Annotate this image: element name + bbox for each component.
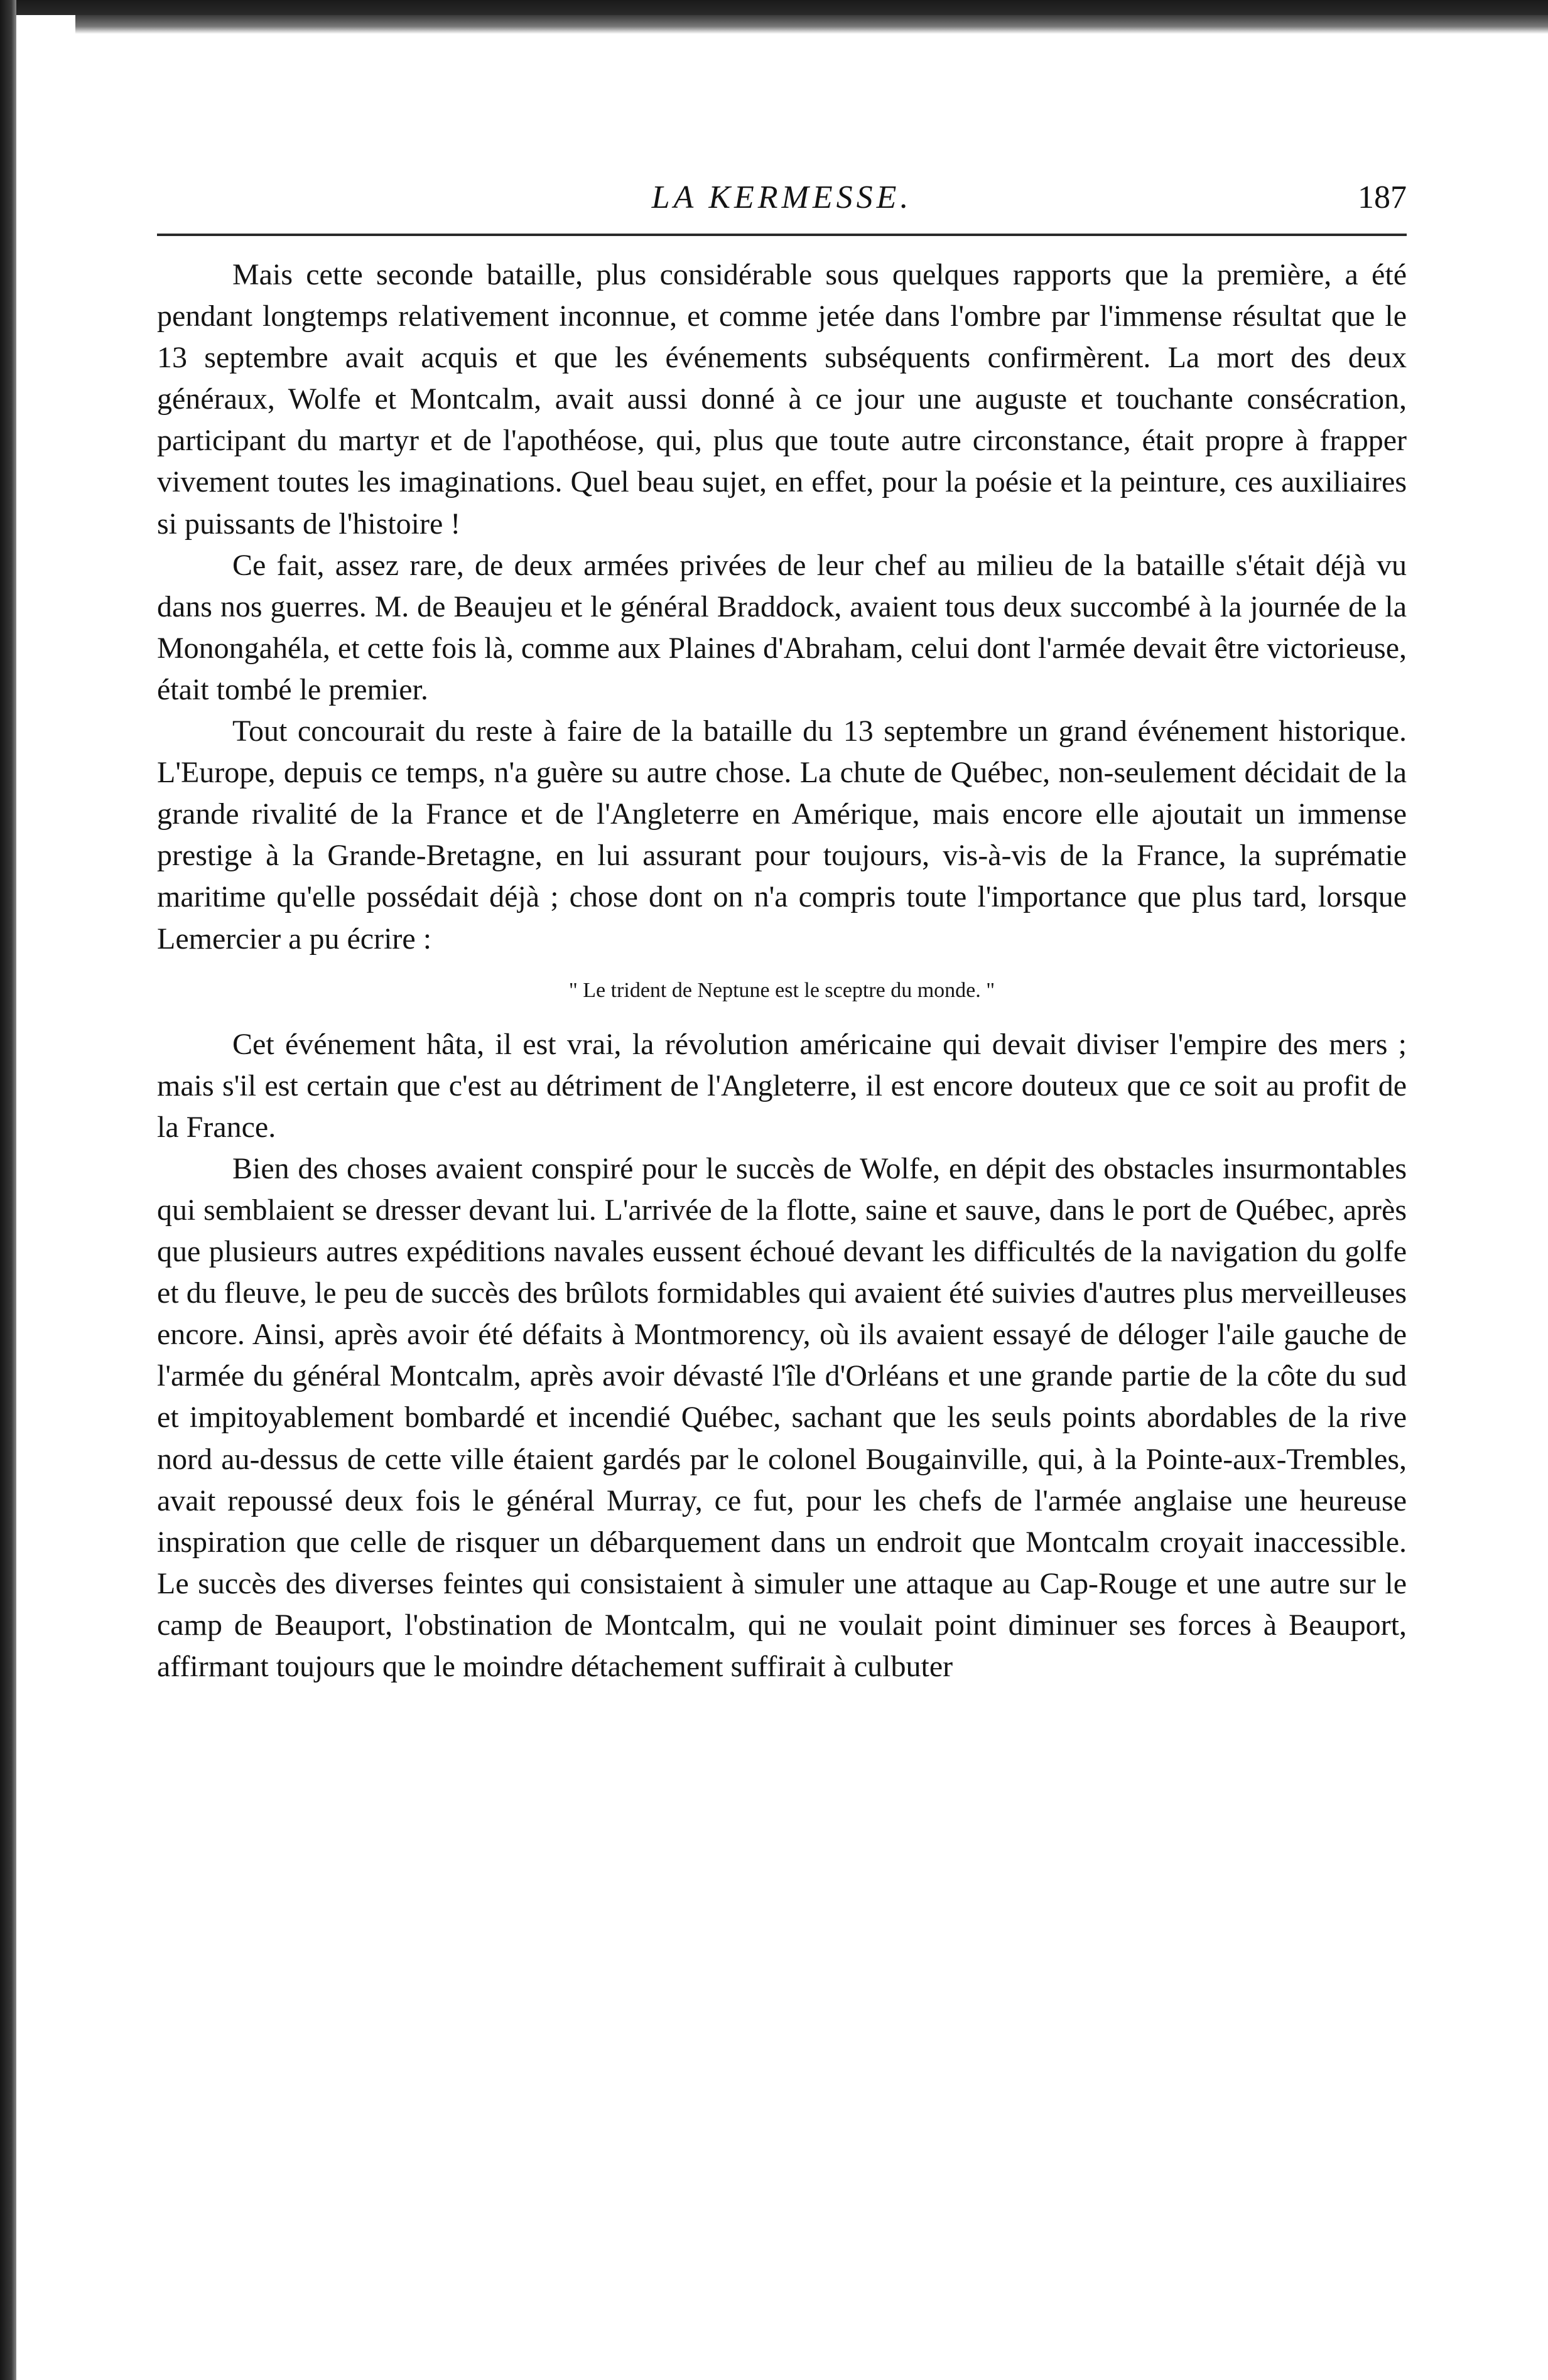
page-number: 187 xyxy=(1358,180,1407,215)
scan-border-top-shadow xyxy=(75,15,1548,34)
scan-border-left xyxy=(0,0,16,2380)
page-body xyxy=(157,254,1407,1688)
page-header xyxy=(157,179,1407,223)
header-rule xyxy=(157,234,1407,236)
scan-border-top xyxy=(0,0,1548,15)
quotation: " Le trident de Neptune est le sceptre du monde. " xyxy=(568,978,995,1002)
paragraph-2: Ce fait, assez rare, de deux armées privées de leur chef au milieu de la bataille s'était déjà vu dans nos guerres. M. de Beaujeu et le général Braddock, avaient tous deux succombé à la journée de la Monongahéla, et cette fois là, comme aux Plaines d'Abraham, celui dont l'armée devait être victorieuse, était tombé le premier. xyxy=(157,548,1407,706)
running-title: LA KERMESSE. xyxy=(651,180,912,215)
paragraph-3: Tout concourait du reste à faire de la bataille du 13 septembre un grand événement historique. L'Europe, depuis ce temps, n'a guère su autre chose. La chute de Québec, non-seulement décidait de la grande rivalité de la France et de l'Angleterre en Amérique, mais encore elle ajoutait un immense prestige à la Grande-Bretagne, en lui assurant pour toujours, vis-à-vis de la France, la suprématie maritime qu'elle possédait déjà ; chose dont on n'a compris toute l'importance que plus tard, lorsque Lemercier a pu écrire : xyxy=(157,714,1407,956)
paragraph-5: Bien des choses avaient conspiré pour le succès de Wolfe, en dépit des obstacles insurmontables qui semblaient se dresser devant lui. L'arrivée de la flotte, saine et sauve, dans le port de Québec, après que plusieurs autres expéditions navales eussent échoué devant les difficultés de la navigation du golfe et du fleuve, le peu de succès des brûlots formidables qui avaient été suivies d'autres plus merveilleuses encore. Ainsi, après avoir été défaits à Montmorency, où ils avaient essayé de déloger l'aile gauche de l'armée du général Montcalm, après avoir dévasté l'île d'Orléans et une grande partie de la côte du sud et impitoyablement bombardé et incendié Québec, sachant que les seuls points abordables de la rive nord au-dessus de cette ville étaient gardés par le colonel Bougainville, qui, à la Pointe-aux-Trembles, avait repoussé deux fois le général Murray, ce fut, pour les chefs de l'armée anglaise une heureuse inspiration que celle de risquer un débarquement dans un endroit que Montcalm croyait inaccessible. Le succès des diverses feintes qui consistaient à simuler une attaque au Cap-Rouge et une autre sur le camp de Beauport, l'obstination de Montcalm, qui ne voulait point diminuer ses forces à Beauport, affirmant toujours que le moindre détachement suffirait à culbuter xyxy=(157,1151,1407,1683)
paragraph-1: Mais cette seconde bataille, plus considérable sous quelques rapports que la première, a été pendant longtemps relativement inconnue, et comme jetée dans l'ombre par l'immense résultat que le 13 septembre avait acquis et que les événements subséquents confirmèrent. La mort des deux généraux, Wolfe et Montcalm, avait aussi donné à ce jour une auguste et touchante consécration, participant du martyr et de l'apothéose, qui, plus que toute autre circonstance, était propre à frapper vivement toutes les imaginations. Quel beau sujet, en effet, pour la poésie et la peinture, ces auxiliaires si puissants de l'histoire ! xyxy=(157,258,1407,541)
paragraph-4: Cet événement hâta, il est vrai, la révolution américaine qui devait diviser l'empire des mers ; mais s'il est certain que c'est au détriment de l'Angleterre, il est encore douteux que ce soit au profit de la France. xyxy=(157,1027,1407,1144)
